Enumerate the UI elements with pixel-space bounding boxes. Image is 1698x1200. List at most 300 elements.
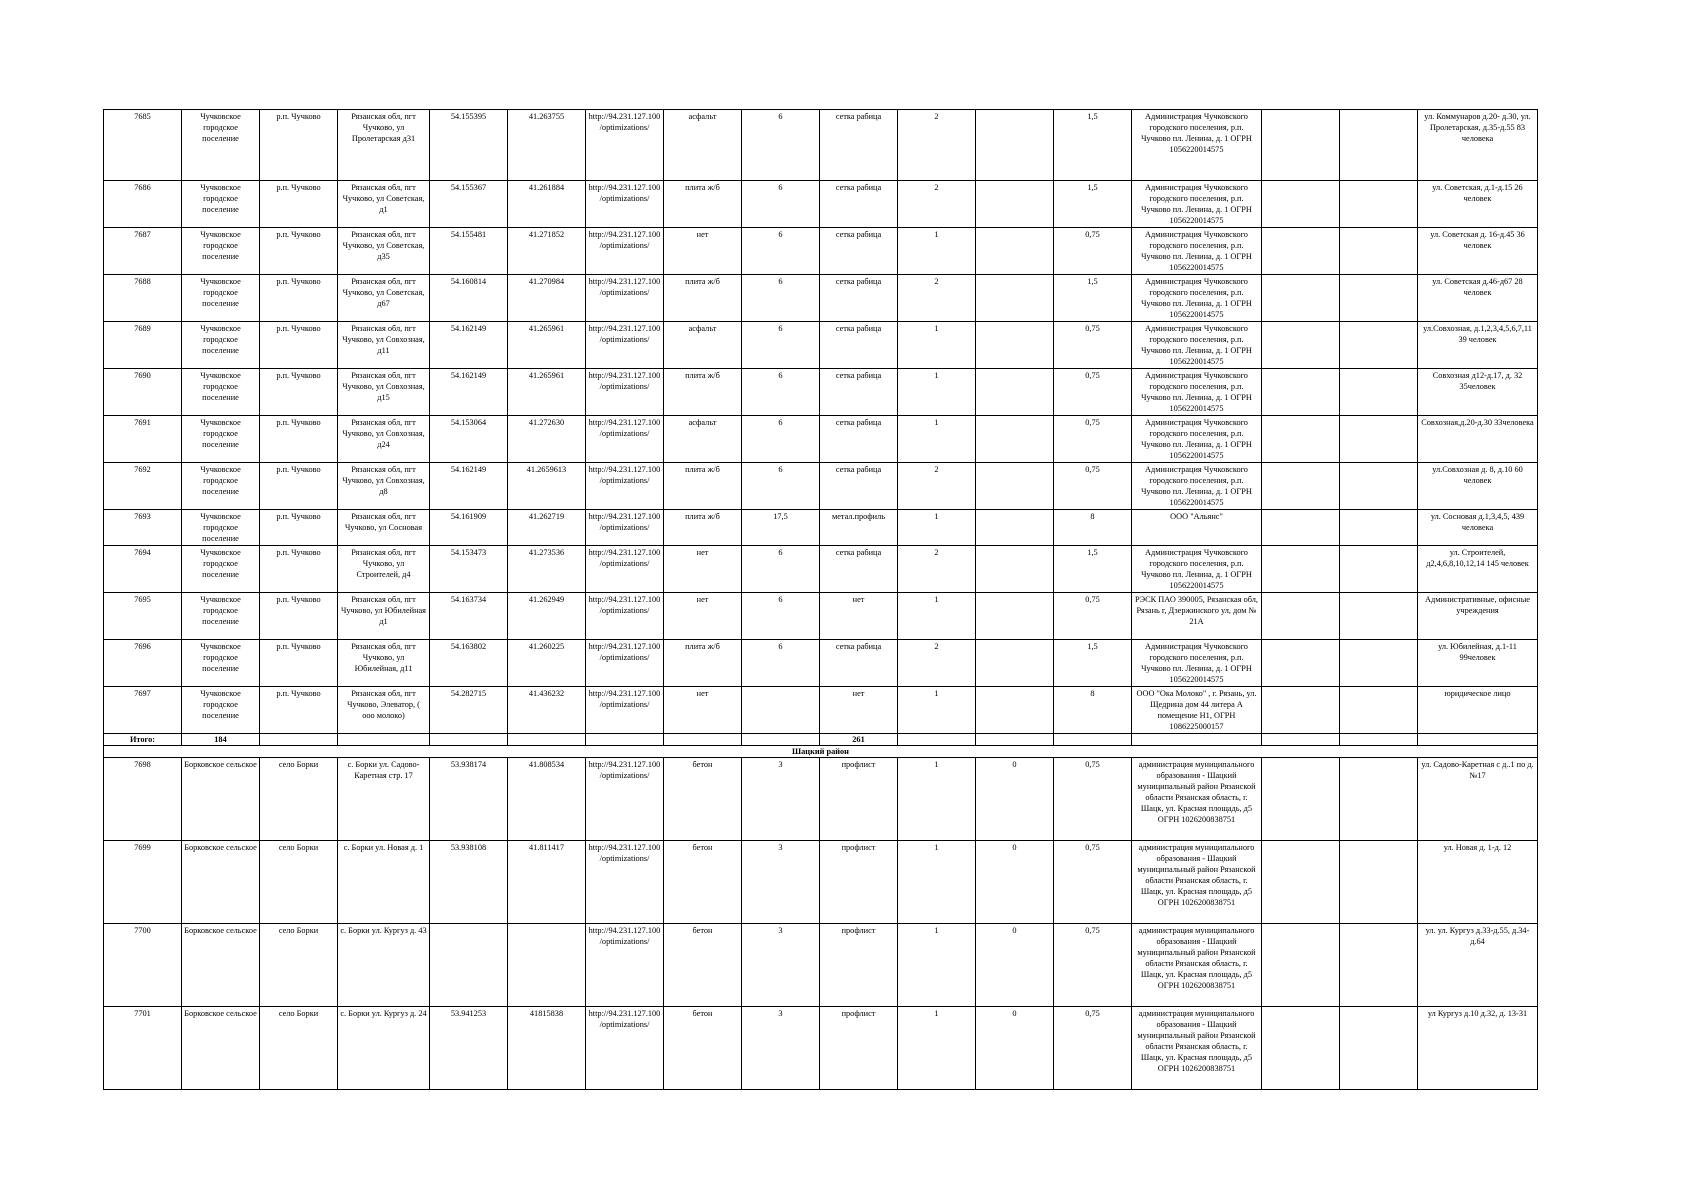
cell-owner: Администрация Чучковского городского поселения, р.п. Чучково пл. Ленина, д. 1 ОГРН 1056220014575 bbox=[1132, 322, 1262, 369]
cell-settlement: Чучковское городское поселение bbox=[182, 546, 260, 593]
cell-cover: бетон bbox=[664, 841, 742, 924]
cell-col15 bbox=[1340, 640, 1418, 687]
total-label: Итого: bbox=[104, 734, 182, 746]
cell-col14 bbox=[1262, 463, 1340, 510]
cell-fence: нет bbox=[820, 593, 898, 640]
cell-settlement: Чучковское городское поселение bbox=[182, 463, 260, 510]
cell-owner: Администрация Чучковского городского поселения, р.п. Чучково пл. Ленина, д. 1 ОГРН 1056220014575 bbox=[1132, 640, 1262, 687]
cell-link[interactable]: http://94.231.127.100/optimizations/ bbox=[586, 546, 664, 593]
table-row bbox=[104, 924, 1538, 1007]
cell-address: Рязанская обл, пгт Чучково, ул Совхозная, д8 bbox=[338, 463, 430, 510]
cell-owner: администрация муниципального образования - Шацкий муниципальный район Рязанской области Рязанская область, г. Шацк, ул. Красная площадь, д5 ОГРН 1026200838751 bbox=[1132, 924, 1262, 1007]
cell-settlement: Чучковское городское поселение bbox=[182, 228, 260, 275]
cell-volume: 0,75 bbox=[1054, 924, 1132, 1007]
cell-settlement: Борковское сельское bbox=[182, 1007, 260, 1090]
cell-col14 bbox=[1262, 510, 1340, 546]
cell-locality: р.п. Чучково bbox=[260, 463, 338, 510]
cell-fence: нет bbox=[820, 687, 898, 734]
cell-cover: плита ж/б bbox=[664, 640, 742, 687]
cell-col11 bbox=[976, 275, 1054, 322]
table-row bbox=[104, 110, 1538, 181]
cell-volume: 8 bbox=[1054, 510, 1132, 546]
cell-area: 3 bbox=[742, 758, 820, 841]
cell-cover: нет bbox=[664, 228, 742, 275]
cell-address: Рязанская обл, пгт Чучково, ул Пролетарская д31 bbox=[338, 110, 430, 181]
cell-address: Рязанская обл, пгт Чучково, Элеватор, ( ооо молоко) bbox=[338, 687, 430, 734]
cell-link[interactable]: http://94.231.127.100/optimizations/ bbox=[586, 640, 664, 687]
cell-served: ул. Садово-Каретная с д..1 по д. №17 bbox=[1418, 758, 1538, 841]
cell-volume: 0,75 bbox=[1054, 416, 1132, 463]
cell-link[interactable]: http://94.231.127.100/optimizations/ bbox=[586, 841, 664, 924]
table-row bbox=[104, 1007, 1538, 1090]
table-body-chuchkovo bbox=[104, 110, 1538, 734]
cell-settlement: Чучковское городское поселение bbox=[182, 687, 260, 734]
cell-latitude bbox=[430, 924, 508, 1007]
cell-col15 bbox=[1340, 110, 1418, 181]
cell-address: Рязанская обл, пгт Чучково, ул Советская, д35 bbox=[338, 228, 430, 275]
cell-link[interactable]: http://94.231.127.100/optimizations/ bbox=[586, 228, 664, 275]
cell-owner: администрация муниципального образования - Шацкий муниципальный район Рязанской области Рязанская область, г. Шацк, ул. Красная площадь, д5 ОГРН 1026200838751 bbox=[1132, 841, 1262, 924]
cell-address: Рязанская обл, пгт Чучково, ул Юбилейная д1 bbox=[338, 593, 430, 640]
cell-volume: 0,75 bbox=[1054, 758, 1132, 841]
cell-link[interactable]: http://94.231.127.100/optimizations/ bbox=[586, 463, 664, 510]
cell-latitude: 53.941253 bbox=[430, 1007, 508, 1090]
cell-col15 bbox=[1340, 510, 1418, 546]
cell-id: 7686 bbox=[104, 181, 182, 228]
table-row bbox=[104, 275, 1538, 322]
cell-area: 6 bbox=[742, 181, 820, 228]
cell-cover: бетон bbox=[664, 758, 742, 841]
cell-col14 bbox=[1262, 546, 1340, 593]
cell-cover: плита ж/б bbox=[664, 369, 742, 416]
cell-col14 bbox=[1262, 110, 1340, 181]
cell-link[interactable]: http://94.231.127.100/optimizations/ bbox=[586, 369, 664, 416]
table-row bbox=[104, 510, 1538, 546]
cell-col15 bbox=[1340, 1007, 1418, 1090]
cell-settlement: Чучковское городское поселение bbox=[182, 510, 260, 546]
cell-longitude: 41.270984 bbox=[508, 275, 586, 322]
cell-col15 bbox=[1340, 758, 1418, 841]
cell-col11 bbox=[976, 463, 1054, 510]
cell-col14 bbox=[1262, 841, 1340, 924]
cell-locality: село Борки bbox=[260, 924, 338, 1007]
cell-locality: р.п. Чучково bbox=[260, 510, 338, 546]
cell-settlement: Чучковское городское поселение bbox=[182, 110, 260, 181]
cell-bins: 2 bbox=[898, 463, 976, 510]
cell-id: 7688 bbox=[104, 275, 182, 322]
cell-owner: ООО "Ока Молоко" , г. Рязань, ул. Щедрина дом 44 литера А помещение Н1, ОГРН 1086225000157 bbox=[1132, 687, 1262, 734]
cell-served: ул. Советская д. 16-д.45 36 человек bbox=[1418, 228, 1538, 275]
cell-col14 bbox=[1262, 275, 1340, 322]
cell-id: 7694 bbox=[104, 546, 182, 593]
cell-latitude: 54.155395 bbox=[430, 110, 508, 181]
cell-served: юридическое лицо bbox=[1418, 687, 1538, 734]
cell-link[interactable]: http://94.231.127.100/optimizations/ bbox=[586, 110, 664, 181]
cell-fence: сетка рабица bbox=[820, 416, 898, 463]
cell-address: Рязанская обл, пгт Чучково, ул Сосновая bbox=[338, 510, 430, 546]
cell-owner: администрация муниципального образования - Шацкий муниципальный район Рязанской области Рязанская область, г. Шацк, ул. Красная площадь, д5 ОГРН 1026200838751 bbox=[1132, 1007, 1262, 1090]
cell-volume: 1,5 bbox=[1054, 640, 1132, 687]
cell-address: с. Борки ул. Кургуз д. 24 bbox=[338, 1007, 430, 1090]
cell-area: 6 bbox=[742, 228, 820, 275]
cell-address: Рязанская обл, пгт Чучково, ул Советская, д1 bbox=[338, 181, 430, 228]
cell-served: ул.Совхозная д. 8, д.10 60 человек bbox=[1418, 463, 1538, 510]
cell-volume: 1,5 bbox=[1054, 275, 1132, 322]
cell-served: Совхозная,д.20-д.30 33человека bbox=[1418, 416, 1538, 463]
cell-id: 7698 bbox=[104, 758, 182, 841]
cell-locality: село Борки bbox=[260, 1007, 338, 1090]
cell-id: 7690 bbox=[104, 369, 182, 416]
cell-id: 7695 bbox=[104, 593, 182, 640]
cell-link[interactable]: http://94.231.127.100/optimizations/ bbox=[586, 275, 664, 322]
cell-id: 7692 bbox=[104, 463, 182, 510]
cell-latitude: 54.162149 bbox=[430, 369, 508, 416]
cell-latitude: 54.163734 bbox=[430, 593, 508, 640]
cell-col11 bbox=[976, 322, 1054, 369]
registry-sheet bbox=[103, 109, 1537, 1090]
cell-col14 bbox=[1262, 1007, 1340, 1090]
cell-locality: р.п. Чучково bbox=[260, 275, 338, 322]
cell-volume: 0,75 bbox=[1054, 593, 1132, 640]
cell-owner: Администрация Чучковского городского поселения, р.п. Чучково пл. Ленина, д. 1 ОГРН 1056220014575 bbox=[1132, 546, 1262, 593]
cell-fence: профлист bbox=[820, 1007, 898, 1090]
cell-col14 bbox=[1262, 640, 1340, 687]
cell-address: с. Борки ул. Кургуз д. 43 bbox=[338, 924, 430, 1007]
cell-area: 3 bbox=[742, 1007, 820, 1090]
cell-col14 bbox=[1262, 687, 1340, 734]
total-count: 184 bbox=[182, 734, 260, 746]
cell-area: 6 bbox=[742, 593, 820, 640]
registry-table bbox=[103, 109, 1538, 1090]
cell-link[interactable]: http://94.231.127.100/optimizations/ bbox=[586, 416, 664, 463]
cell-locality: р.п. Чучково bbox=[260, 416, 338, 463]
cell-bins: 2 bbox=[898, 546, 976, 593]
cell-owner: Администрация Чучковского городского поселения, р.п. Чучково пл. Ленина, д. 1 ОГРН 1056220014575 bbox=[1132, 463, 1262, 510]
cell-id: 7700 bbox=[104, 924, 182, 1007]
cell-owner: администрация муниципального образования - Шацкий муниципальный район Рязанской области Рязанская область, г. Шацк, ул. Красная площадь, д5 ОГРН 1026200838751 bbox=[1132, 758, 1262, 841]
cell-volume: 0,75 bbox=[1054, 322, 1132, 369]
table-row bbox=[104, 640, 1538, 687]
cell-link[interactable]: http://94.231.127.100/optimizations/ bbox=[586, 322, 664, 369]
cell-col15 bbox=[1340, 593, 1418, 640]
table-body-summary bbox=[104, 734, 1538, 758]
cell-col11 bbox=[976, 510, 1054, 546]
cell-fence: сетка рабица bbox=[820, 463, 898, 510]
cell-cover: плита ж/б bbox=[664, 275, 742, 322]
cell-served: ул. ул. Кургуз д.33-д.55, д.34-д.64 bbox=[1418, 924, 1538, 1007]
cell-latitude: 53.938108 bbox=[430, 841, 508, 924]
cell-owner: Администрация Чучковского городского поселения, р.п. Чучково пл. Ленина, д. 1 ОГРН 1056220014575 bbox=[1132, 275, 1262, 322]
cell-col14 bbox=[1262, 924, 1340, 1007]
cell-longitude: 41.262949 bbox=[508, 593, 586, 640]
cell-area: 6 bbox=[742, 463, 820, 510]
cell-latitude: 54.155481 bbox=[430, 228, 508, 275]
cell-id: 7699 bbox=[104, 841, 182, 924]
cell-col11 bbox=[976, 640, 1054, 687]
cell-served: ул Кургуз д.10 д.32, д. 13-31 bbox=[1418, 1007, 1538, 1090]
cell-locality: р.п. Чучково bbox=[260, 369, 338, 416]
cell-cover: бетон bbox=[664, 1007, 742, 1090]
table-row bbox=[104, 463, 1538, 510]
cell-latitude: 54.153473 bbox=[430, 546, 508, 593]
cell-col11: 0 bbox=[976, 758, 1054, 841]
cell-owner: ООО "Альянс" bbox=[1132, 510, 1262, 546]
cell-address: с. Борки ул. Новая д. 1 bbox=[338, 841, 430, 924]
cell-id: 7687 bbox=[104, 228, 182, 275]
cell-link[interactable]: http://94.231.127.100/optimizations/ bbox=[586, 924, 664, 1007]
district-name: Шацкий район bbox=[104, 746, 1538, 758]
cell-volume: 0,75 bbox=[1054, 369, 1132, 416]
cell-col14 bbox=[1262, 322, 1340, 369]
cell-settlement: Чучковское городское поселение bbox=[182, 181, 260, 228]
cell-col11 bbox=[976, 369, 1054, 416]
cell-fence: сетка рабица bbox=[820, 181, 898, 228]
cell-fence: сетка рабица bbox=[820, 228, 898, 275]
cell-longitude: 41815838 bbox=[508, 1007, 586, 1090]
cell-address: Рязанская обл, пгт Чучково, ул Совхозная, д15 bbox=[338, 369, 430, 416]
cell-area: 17,5 bbox=[742, 510, 820, 546]
cell-settlement: Чучковское городское поселение bbox=[182, 322, 260, 369]
cell-id: 7701 bbox=[104, 1007, 182, 1090]
cell-served: ул. Юбилейная, д.1-11 99человек bbox=[1418, 640, 1538, 687]
cell-settlement: Борковское сельское bbox=[182, 924, 260, 1007]
cell-fence: профлист bbox=[820, 841, 898, 924]
cell-link[interactable]: http://94.231.127.100/optimizations/ bbox=[586, 181, 664, 228]
cell-fence: сетка рабица bbox=[820, 275, 898, 322]
cell-settlement: Чучковское городское поселение bbox=[182, 640, 260, 687]
cell-volume: 1,5 bbox=[1054, 110, 1132, 181]
cell-locality: село Борки bbox=[260, 758, 338, 841]
cell-owner: Администрация Чучковского городского поселения, р.п. Чучково пл. Ленина, д. 1 ОГРН 1056220014575 bbox=[1132, 181, 1262, 228]
cell-locality: р.п. Чучково bbox=[260, 181, 338, 228]
cell-col14 bbox=[1262, 181, 1340, 228]
total-bins: 261 bbox=[820, 734, 898, 746]
cell-served: ул. Советская д.46-д67 28 человек bbox=[1418, 275, 1538, 322]
cell-address: Рязанская обл, пгт Чучково, ул Совхозная, д24 bbox=[338, 416, 430, 463]
cell-volume: 1,5 bbox=[1054, 181, 1132, 228]
cell-bins: 1 bbox=[898, 510, 976, 546]
cell-address: Рязанская обл, пгт Чучково, ул Совхозная, д11 bbox=[338, 322, 430, 369]
cell-locality: р.п. Чучково bbox=[260, 593, 338, 640]
cell-locality: р.п. Чучково bbox=[260, 640, 338, 687]
cell-col15 bbox=[1340, 275, 1418, 322]
cell-locality: р.п. Чучково bbox=[260, 228, 338, 275]
cell-latitude: 54.160814 bbox=[430, 275, 508, 322]
cell-col11: 0 bbox=[976, 841, 1054, 924]
cell-longitude: 41.2659613 bbox=[508, 463, 586, 510]
cell-bins: 1 bbox=[898, 841, 976, 924]
cell-area: 3 bbox=[742, 841, 820, 924]
cell-area: 6 bbox=[742, 275, 820, 322]
table-row bbox=[104, 181, 1538, 228]
cell-longitude: 41.272630 bbox=[508, 416, 586, 463]
cell-cover: нет bbox=[664, 546, 742, 593]
table-row bbox=[104, 228, 1538, 275]
cell-locality: р.п. Чучково bbox=[260, 110, 338, 181]
cell-bins: 2 bbox=[898, 181, 976, 228]
cell-settlement: Борковское сельское bbox=[182, 841, 260, 924]
cell-col11 bbox=[976, 416, 1054, 463]
cell-col14 bbox=[1262, 416, 1340, 463]
cell-area: 6 bbox=[742, 640, 820, 687]
cell-area: 6 bbox=[742, 110, 820, 181]
table-row bbox=[104, 593, 1538, 640]
cell-fence: сетка рабица bbox=[820, 369, 898, 416]
cell-latitude: 54.161909 bbox=[430, 510, 508, 546]
table-row bbox=[104, 546, 1538, 593]
cell-longitude: 41.260225 bbox=[508, 640, 586, 687]
cell-fence: сетка рабица bbox=[820, 546, 898, 593]
cell-latitude: 54.162149 bbox=[430, 322, 508, 369]
cell-longitude: 41.265961 bbox=[508, 369, 586, 416]
cell-locality: р.п. Чучково bbox=[260, 687, 338, 734]
cell-area: 6 bbox=[742, 369, 820, 416]
district-header-row bbox=[104, 746, 1538, 758]
cell-area: 6 bbox=[742, 546, 820, 593]
cell-fence: метал.профиль bbox=[820, 510, 898, 546]
cell-col14 bbox=[1262, 228, 1340, 275]
cell-locality: р.п. Чучково bbox=[260, 546, 338, 593]
cell-fence: сетка рабица bbox=[820, 110, 898, 181]
cell-longitude: 41.262719 bbox=[508, 510, 586, 546]
cell-latitude: 53.938174 bbox=[430, 758, 508, 841]
cell-settlement: Борковское сельское bbox=[182, 758, 260, 841]
cell-link[interactable]: http://94.231.127.100/optimizations/ bbox=[586, 593, 664, 640]
cell-area: 3 bbox=[742, 924, 820, 1007]
cell-col11: 0 bbox=[976, 924, 1054, 1007]
cell-owner: РЭСК ПАО 390005, Рязанская обл, Рязань г, Дзержинского ул, дом № 21А bbox=[1132, 593, 1262, 640]
cell-owner: Администрация Чучковского городского поселения, р.п. Чучково пл. Ленина, д. 1 ОГРН 1056220014575 bbox=[1132, 110, 1262, 181]
cell-bins: 2 bbox=[898, 275, 976, 322]
cell-link[interactable]: http://94.231.127.100/optimizations/ bbox=[586, 687, 664, 734]
cell-area: 6 bbox=[742, 416, 820, 463]
cell-bins: 1 bbox=[898, 1007, 976, 1090]
cell-settlement: Чучковское городское поселение bbox=[182, 275, 260, 322]
cell-link[interactable]: http://94.231.127.100/optimizations/ bbox=[586, 510, 664, 546]
cell-settlement: Чучковское городское поселение bbox=[182, 416, 260, 463]
cell-volume: 1,5 bbox=[1054, 546, 1132, 593]
cell-col15 bbox=[1340, 181, 1418, 228]
cell-owner: Администрация Чучковского городского поселения, р.п. Чучково пл. Ленина, д. 1 ОГРН 1056220014575 bbox=[1132, 228, 1262, 275]
cell-cover: асфальт bbox=[664, 416, 742, 463]
cell-id: 7696 bbox=[104, 640, 182, 687]
cell-latitude: 54.153064 bbox=[430, 416, 508, 463]
table-row bbox=[104, 322, 1538, 369]
cell-served: ул. Коммунаров д.20- д.30, ул. Пролетарская, д.35-д.55 83 человека bbox=[1418, 110, 1538, 181]
cell-latitude: 54.282715 bbox=[430, 687, 508, 734]
cell-settlement: Чучковское городское поселение bbox=[182, 369, 260, 416]
cell-col11 bbox=[976, 228, 1054, 275]
cell-address: с. Борки ул. Садово-Каретная стр. 17 bbox=[338, 758, 430, 841]
cell-cover: бетон bbox=[664, 924, 742, 1007]
cell-served: Совхозная д12-д.17, д. 32 35человек bbox=[1418, 369, 1538, 416]
table-row bbox=[104, 758, 1538, 841]
cell-col11 bbox=[976, 546, 1054, 593]
cell-fence: сетка рабица bbox=[820, 322, 898, 369]
table-row bbox=[104, 369, 1538, 416]
cell-bins: 1 bbox=[898, 322, 976, 369]
cell-latitude: 54.155367 bbox=[430, 181, 508, 228]
cell-cover: нет bbox=[664, 593, 742, 640]
cell-col15 bbox=[1340, 463, 1418, 510]
cell-locality: р.п. Чучково bbox=[260, 322, 338, 369]
cell-col14 bbox=[1262, 369, 1340, 416]
cell-bins: 1 bbox=[898, 228, 976, 275]
cell-latitude: 54.162149 bbox=[430, 463, 508, 510]
cell-cover: плита ж/б bbox=[664, 181, 742, 228]
cell-bins: 2 bbox=[898, 640, 976, 687]
cell-volume: 0,75 bbox=[1054, 228, 1132, 275]
cell-cover: нет bbox=[664, 687, 742, 734]
cell-col11 bbox=[976, 687, 1054, 734]
cell-bins: 1 bbox=[898, 593, 976, 640]
cell-latitude: 54.163802 bbox=[430, 640, 508, 687]
cell-locality: село Борки bbox=[260, 841, 338, 924]
cell-fence: сетка рабица bbox=[820, 640, 898, 687]
cell-link[interactable]: http://94.231.127.100/optimizations/ bbox=[586, 1007, 664, 1090]
cell-col11 bbox=[976, 181, 1054, 228]
cell-bins: 1 bbox=[898, 687, 976, 734]
cell-id: 7697 bbox=[104, 687, 182, 734]
cell-served: ул. Строителей, д2,4,6,8,10,12,14 145 человек bbox=[1418, 546, 1538, 593]
cell-bins: 1 bbox=[898, 758, 976, 841]
cell-cover: плита ж/б bbox=[664, 510, 742, 546]
cell-col11 bbox=[976, 593, 1054, 640]
cell-col15 bbox=[1340, 369, 1418, 416]
cell-col15 bbox=[1340, 687, 1418, 734]
cell-longitude: 41.265961 bbox=[508, 322, 586, 369]
cell-settlement: Чучковское городское поселение bbox=[182, 593, 260, 640]
cell-served: ул.Совхозная, д.1,2,3,4,5,6,7,11 39 человек bbox=[1418, 322, 1538, 369]
cell-volume: 0,75 bbox=[1054, 841, 1132, 924]
cell-col15 bbox=[1340, 924, 1418, 1007]
cell-longitude: 41.811417 bbox=[508, 841, 586, 924]
cell-volume: 8 bbox=[1054, 687, 1132, 734]
cell-address: Рязанская обл, пгт Чучково, ул Юбилейная, д11 bbox=[338, 640, 430, 687]
cell-col15 bbox=[1340, 546, 1418, 593]
cell-col15 bbox=[1340, 841, 1418, 924]
cell-longitude: 41.271852 bbox=[508, 228, 586, 275]
cell-area bbox=[742, 687, 820, 734]
cell-served: ул. Советская, д.1-д.15 26 человек bbox=[1418, 181, 1538, 228]
cell-bins: 1 bbox=[898, 369, 976, 416]
cell-cover: асфальт bbox=[664, 322, 742, 369]
cell-col14 bbox=[1262, 758, 1340, 841]
total-row bbox=[104, 734, 1538, 746]
table-row bbox=[104, 416, 1538, 463]
cell-bins: 1 bbox=[898, 416, 976, 463]
cell-served: ул. Сосновая д.1,3,4,5, 439 человека bbox=[1418, 510, 1538, 546]
cell-longitude bbox=[508, 924, 586, 1007]
cell-col11: 0 bbox=[976, 1007, 1054, 1090]
cell-cover: асфальт bbox=[664, 110, 742, 181]
cell-cover: плита ж/б bbox=[664, 463, 742, 510]
table-row bbox=[104, 841, 1538, 924]
cell-id: 7693 bbox=[104, 510, 182, 546]
cell-owner: Администрация Чучковского городского поселения, р.п. Чучково пл. Ленина, д. 1 ОГРН 1056220014575 bbox=[1132, 416, 1262, 463]
cell-bins: 1 bbox=[898, 924, 976, 1007]
cell-volume: 0,75 bbox=[1054, 463, 1132, 510]
cell-served: ул. Новая д. 1-д. 12 bbox=[1418, 841, 1538, 924]
cell-id: 7685 bbox=[104, 110, 182, 181]
cell-col11 bbox=[976, 110, 1054, 181]
cell-link[interactable]: http://94.231.127.100/optimizations/ bbox=[586, 758, 664, 841]
cell-longitude: 41.263755 bbox=[508, 110, 586, 181]
cell-id: 7691 bbox=[104, 416, 182, 463]
cell-col15 bbox=[1340, 416, 1418, 463]
cell-bins: 2 bbox=[898, 110, 976, 181]
cell-owner: Администрация Чучковского городского поселения, р.п. Чучково пл. Ленина, д. 1 ОГРН 1056220014575 bbox=[1132, 369, 1262, 416]
